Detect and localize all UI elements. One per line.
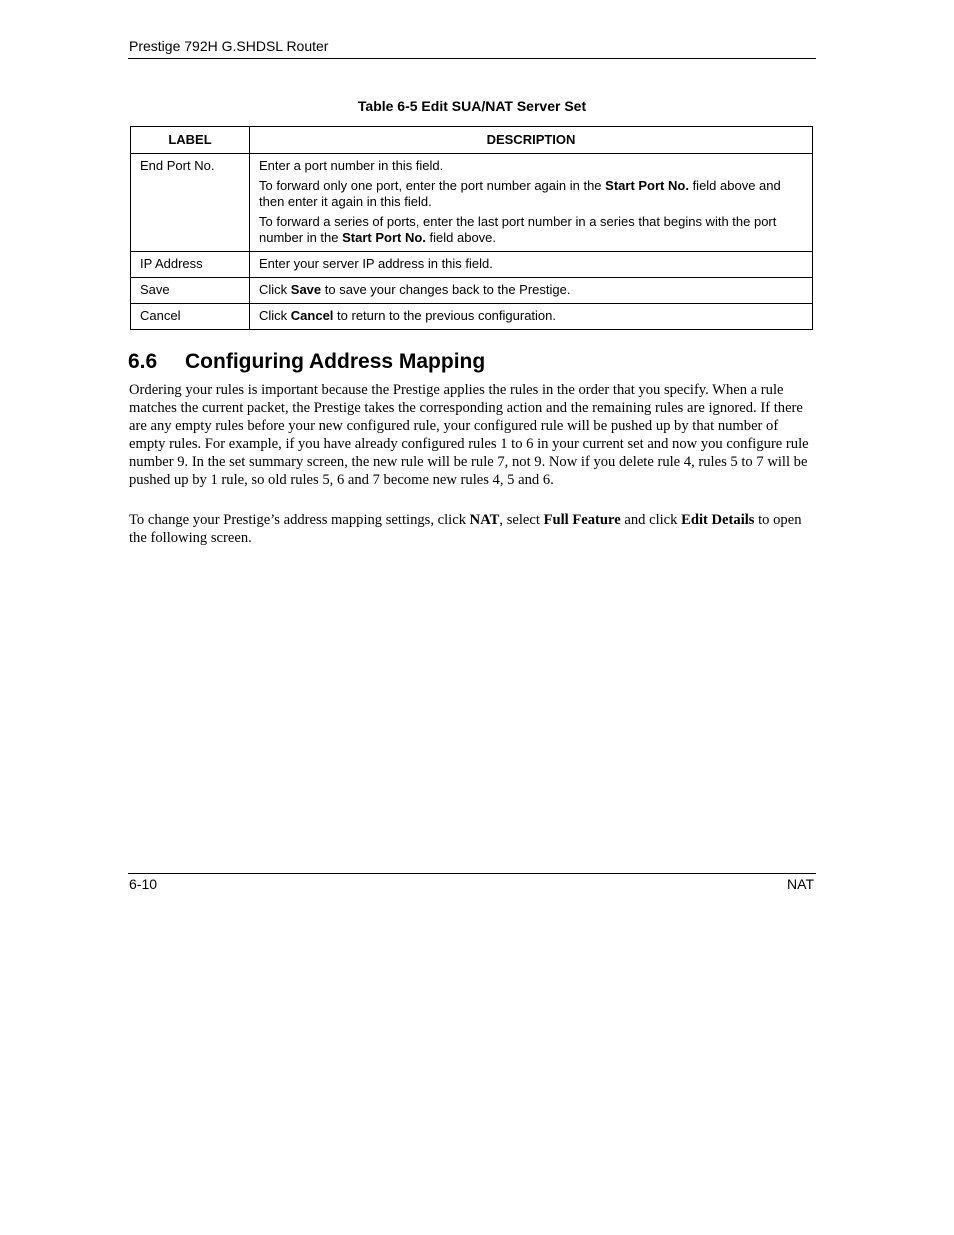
- column-header-description: DESCRIPTION: [250, 127, 813, 154]
- description-line: To forward only one port, enter the port number again in the Start Port No. field above and then enter it again in this field.: [259, 178, 781, 209]
- section-title: Configuring Address Mapping: [185, 350, 486, 373]
- row-description: [250, 154, 813, 252]
- section-heading: [128, 350, 485, 374]
- table-header-row: [131, 127, 813, 154]
- description-line: Enter a port number in this field.: [259, 158, 444, 173]
- page-header: [128, 37, 816, 59]
- table-row-save: [131, 278, 813, 304]
- row-description: Enter your server IP address in this field.: [250, 252, 813, 278]
- page-number: 6-10: [129, 876, 158, 892]
- row-label: Save: [131, 278, 250, 304]
- body-paragraph: Ordering your rules is important because the Prestige applies the rules in the order that you specify. When a rule matches the current packet, the Prestige takes the corresponding action and the remaining rules are ignored. If there are any empty rules before your new configured rule, your configured rule will be pushed up by that number of empty rules. For example, if you have already configured rules 1 to 6 in your current set and now you configure rule number 9. In the set summary screen, the new rule will be rule 7, not 9. Now if you delete rule 4, rules 5 to 7 will be pushed up by 1 rule, so old rules 5, 6 and 7 become new rules 4, 5 and 6.: [129, 382, 809, 488]
- section-number: 6.6: [128, 350, 158, 373]
- row-label: Cancel: [131, 304, 250, 330]
- row-label: IP Address: [131, 252, 250, 278]
- header-title: Prestige 792H G.SHDSL Router: [129, 38, 329, 54]
- body-paragraph: To change your Prestige’s address mapping settings, click NAT, select Full Feature and click Edit Details to open the following screen.: [129, 512, 802, 546]
- row-description: Click Cancel to return to the previous configuration.: [250, 304, 813, 330]
- table-row-cancel: [131, 304, 813, 330]
- chapter-name: NAT: [787, 876, 814, 892]
- edit-sua-nat-table: [130, 126, 813, 330]
- table-caption: Table 6-5 Edit SUA/NAT Server Set: [357, 98, 587, 114]
- table-row-end-port: [131, 154, 813, 252]
- page-footer: [128, 873, 816, 892]
- table-row-ip-address: [131, 252, 813, 278]
- row-label: End Port No.: [131, 154, 250, 252]
- row-description: Click Save to save your changes back to the Prestige.: [250, 278, 813, 304]
- column-header-label: LABEL: [131, 127, 250, 154]
- description-line: To forward a series of ports, enter the last port number in a series that begins with the port number in the Start Port No. field above.: [259, 214, 777, 245]
